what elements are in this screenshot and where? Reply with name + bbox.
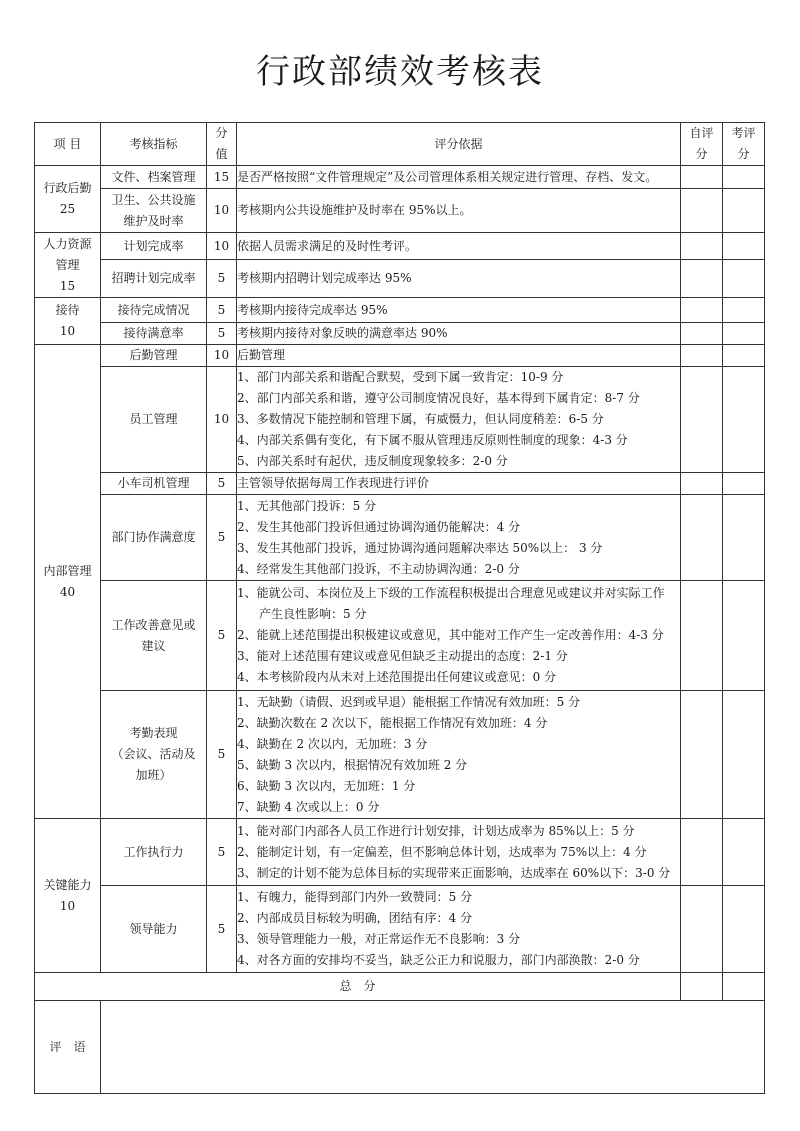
eval-score-cell[interactable] [723,323,765,345]
score-cell: 10 [207,233,237,260]
indicator-cell: 接待满意率 [101,323,207,345]
score-cell: 5 [207,323,237,345]
self-score-cell[interactable] [681,298,723,323]
basis-line: 2、发生其他部门投诉但通过协调沟通仍能解决：4 分 [237,519,521,534]
eval-score-cell[interactable] [723,495,765,581]
score-cell: 10 [207,189,237,233]
self-score-cell[interactable] [681,166,723,189]
eval-score-cell[interactable] [723,581,765,691]
basis-cell: 考核期内接待完成率达 95% [237,298,681,323]
table-row [35,581,765,691]
table-row [35,260,765,298]
header-eval-l2: 分 [737,147,750,161]
comment-label: 评 语 [35,1001,101,1094]
basis-cell: 是否严格按照“文件管理规定”及公司管理体系相关规定进行管理、存档、发文。 [237,166,681,189]
eval-score-cell[interactable] [723,473,765,495]
basis-cell [237,691,681,819]
indicator-cell: 领导能力 [101,886,207,973]
self-score-cell[interactable] [681,581,723,691]
self-score-cell[interactable] [681,886,723,973]
header-score [207,123,237,166]
self-score-cell[interactable] [681,495,723,581]
basis-line: 6、缺勤 3 次以内，无加班：1 分 [237,778,416,793]
header-score-l1: 分 [215,126,228,140]
basis-line: 4、内部关系偶有变化，有下属不服从管理违反原则性制度的现象：4-3 分 [237,433,628,447]
eval-score-cell[interactable] [723,367,765,473]
basis-cell: 后勤管理 [237,345,681,367]
basis-line: 1、无其他部门投诉：5 分 [237,498,377,513]
basis-line: 2、能就上述范围提出积极建议或意见，其中能对工作产生一定改善作用：4-3 分 [237,628,664,642]
basis-line: 产生良性影响：5 分 [259,607,367,621]
indicator-line: （会议、活动及 [111,747,196,761]
basis-cell: 主管领导依据每周工作表现进行评价 [237,473,681,495]
header-eval-l1: 考评 [731,126,756,140]
eval-score-cell[interactable] [723,233,765,260]
basis-cell [237,367,681,473]
basis-line: 5、缺勤 3 次以内，根据情况有效加班 2 分 [237,757,468,772]
indicator-cell: 招聘计划完成率 [101,260,207,298]
eval-score-cell[interactable] [723,260,765,298]
total-eval-score-cell[interactable] [723,973,765,1001]
indicator-line: 加班） [135,768,172,782]
basis-line: 4、经常发生其他部门投诉，不主动协调沟通：2-0 分 [237,561,520,576]
basis-cell: 依据人员需求满足的及时性考评。 [237,233,681,260]
table-row [35,298,765,323]
indicator-cell [101,581,207,691]
basis-line: 1、无缺勤（请假、迟到或早退）能根据工作情况有效加班：5 分 [237,694,581,709]
self-score-cell[interactable] [681,233,723,260]
table-row [35,166,765,189]
group-name: 关键能力 [43,877,92,892]
indicator-cell: 计划完成率 [101,233,207,260]
table-row [35,323,765,345]
indicator-line: 建议 [141,638,166,653]
basis-line: 1、能就公司、本岗位及上下级的工作流程积极提出合理意见或建议并对实际工作 [237,586,665,600]
basis-line: 2、能制定计划，有一定偏差，但不影响总体计划，达成率为 75%以上：4 分 [237,844,647,859]
score-cell: 5 [207,581,237,691]
basis-line: 3、制定的计划不能为总体目标的实现带来正面影响，达成率在 60%以下：3-0 分 [237,865,671,880]
table-row [35,495,765,581]
header-row [35,123,765,166]
basis-line: 5、内部关系时有起伏，违反制度现象较多：2-0 分 [237,454,508,468]
eval-score-cell[interactable] [723,189,765,233]
indicator-line: 考勤表现 [129,726,178,740]
eval-score-cell[interactable] [723,819,765,886]
self-score-cell[interactable] [681,691,723,819]
table-row [35,345,765,367]
indicator-cell [101,691,207,819]
score-cell: 10 [207,367,237,473]
basis-cell: 考核期内公共设施维护及时率在 95%以上。 [237,189,681,233]
basis-line: 4、缺勤在 2 次以内，无加班：3 分 [237,736,428,751]
basis-cell: 考核期内接待对象反映的满意率达 90% [237,323,681,345]
group-reception [35,298,101,345]
header-self-l1: 自评 [689,126,714,140]
header-indicator: 考核指标 [101,123,207,166]
eval-score-cell[interactable] [723,886,765,973]
group-name: 人力资源 [43,236,92,251]
indicator-line: 维护及时率 [123,213,184,228]
indicator-cell: 接待完成情况 [101,298,207,323]
basis-line: 1、有魄力，能得到部门内外一致赞同：5 分 [237,890,473,904]
group-logistics [35,166,101,233]
comment-row [35,1001,765,1094]
self-score-cell[interactable] [681,819,723,886]
indicator-cell: 小车司机管理 [101,473,207,495]
group-score: 40 [59,584,76,599]
basis-cell [237,581,681,691]
basis-cell [237,886,681,973]
indicator-cell: 后勤管理 [101,345,207,367]
basis-line: 3、多数情况下能控制和管理下属，有威慑力，但认同度稍差：6-5 分 [237,412,604,426]
indicator-cell: 工作执行力 [101,819,207,886]
score-cell: 5 [207,473,237,495]
group-name: 内部管理 [43,563,92,578]
group-score: 10 [59,898,76,913]
indicator-cell: 部门协作满意度 [101,495,207,581]
table-row [35,886,765,973]
group-name: 行政后勤 [43,181,92,195]
score-cell: 5 [207,260,237,298]
group-hr [35,233,101,298]
basis-line: 2、内部成员目标较为明确，团结有序：4 分 [237,911,473,925]
comment-field[interactable] [101,1001,765,1094]
table-row [35,691,765,819]
group-name: 管理 [55,257,80,272]
header-basis: 评分依据 [237,123,681,166]
header-eval-score [723,123,765,166]
header-project: 项 目 [35,123,101,166]
header-self-l2: 分 [695,147,708,161]
group-score: 15 [59,278,76,293]
basis-cell [237,819,681,886]
basis-line: 2、缺勤次数在 2 次以下，能根据工作情况有效加班：4 分 [237,715,548,730]
score-cell: 5 [207,886,237,973]
self-score-cell[interactable] [681,323,723,345]
table-row [35,367,765,473]
page-title: 行政部绩效考核表 [256,52,544,92]
eval-score-cell[interactable] [723,691,765,819]
basis-line: 2、部门内部关系和谐，遵守公司制度情况良好，基本得到下属肯定：8-7 分 [237,391,640,405]
indicator-line: 工作改善意见或 [111,617,196,632]
indicator-cell: 文件、档案管理 [101,166,207,189]
total-label: 总 分 [35,973,681,1001]
basis-cell [237,495,681,581]
group-score: 25 [59,202,76,216]
table-row [35,233,765,260]
eval-score-cell[interactable] [723,166,765,189]
table-row [35,189,765,233]
self-score-cell[interactable] [681,345,723,367]
basis-line: 1、能对部门内部各人员工作进行计划安排，计划达成率为 85%以上：5 分 [237,823,635,838]
eval-score-cell[interactable] [723,298,765,323]
header-score-l2: 值 [215,147,228,161]
score-cell: 5 [207,819,237,886]
basis-line: 1、部门内部关系和谐配合默契，受到下属一致肯定：10-9 分 [237,370,564,384]
score-cell: 15 [207,166,237,189]
group-name: 接待 [55,303,80,317]
group-internal [35,345,101,819]
score-cell: 10 [207,345,237,367]
basis-line: 3、领导管理能力一般，对正常运作无不良影响：3 分 [237,932,521,946]
basis-line: 3、发生其他部门投诉，通过协调沟通问题解决率达 50%以上： 3 分 [237,540,603,555]
indicator-cell: 员工管理 [101,367,207,473]
eval-score-cell[interactable] [723,345,765,367]
indicator-line: 卫生、公共设施 [111,192,196,207]
basis-line: 4、对各方面的安排均不妥当，缺乏公正力和说服力，部门内部涣散：2-0 分 [237,953,640,967]
score-cell: 5 [207,298,237,323]
score-cell: 5 [207,691,237,819]
header-self-score [681,123,723,166]
basis-line: 4、本考核阶段内从未对上述范围提出任何建议或意见：0 分 [237,670,557,684]
basis-line: 3、能对上述范围有建议或意见但缺乏主动提出的态度：2-1 分 [237,649,568,663]
self-score-cell[interactable] [681,260,723,298]
table-row [35,819,765,886]
self-score-cell[interactable] [681,189,723,233]
indicator-cell [101,189,207,233]
score-cell: 5 [207,495,237,581]
total-row [35,973,765,1001]
total-self-score-cell[interactable] [681,973,723,1001]
basis-cell: 考核期内招聘计划完成率达 95% [237,260,681,298]
self-score-cell[interactable] [681,473,723,495]
group-key [35,819,101,973]
basis-line: 7、缺勤 4 次或以上：0 分 [237,799,380,814]
group-score: 10 [59,324,76,338]
self-score-cell[interactable] [681,367,723,473]
assessment-table [34,122,765,1094]
table-row [35,473,765,495]
